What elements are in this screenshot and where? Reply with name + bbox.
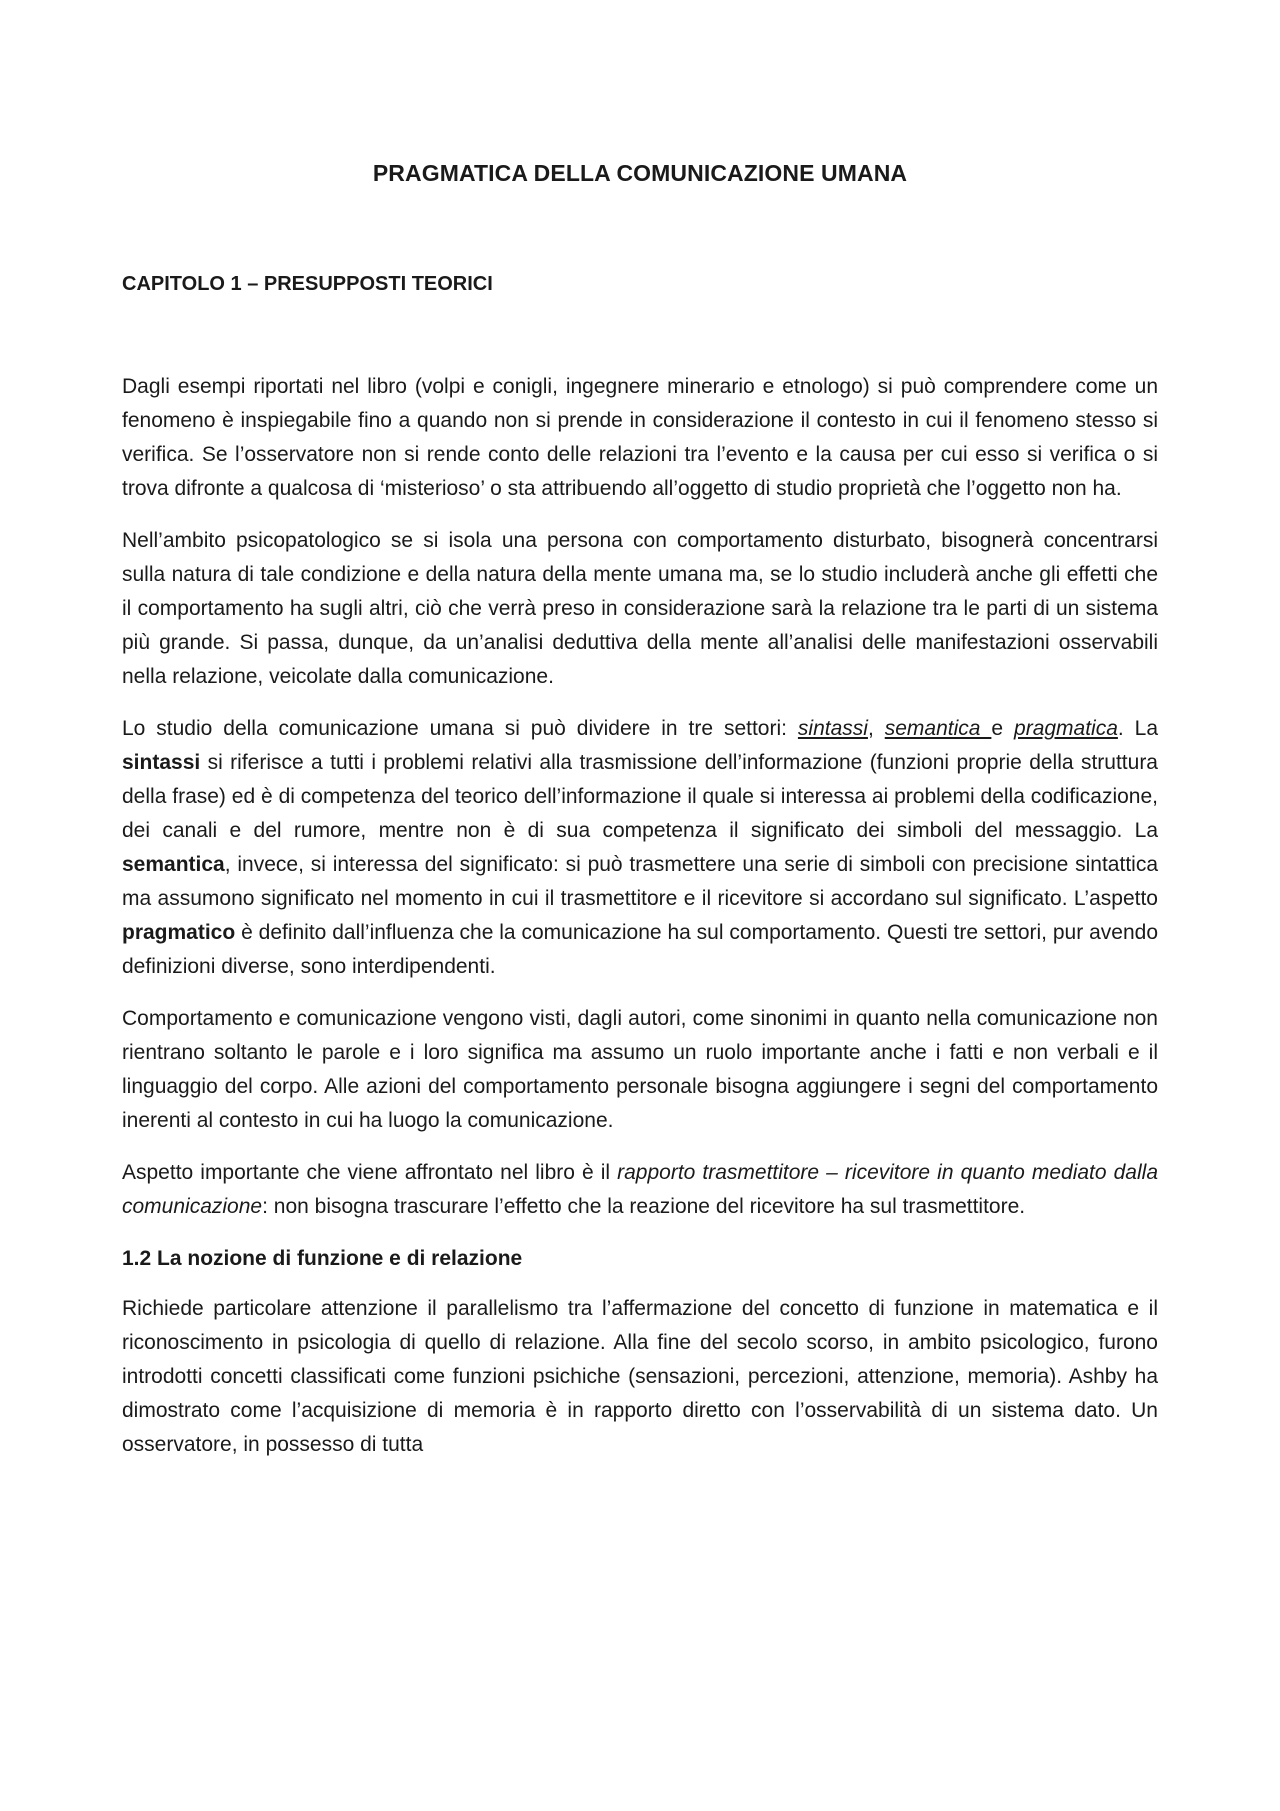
paragraph-2: Nell’ambito psicopatologico se si isola una persona con comportamento disturbato, bisognerà concentrarsi sulla natura di tale condizione e della natura della mente umana ma, se lo studio includerà anche gli effetti che il comportamento ha sugli altri, ciò che verrà preso in considerazione sarà la relazione tra le parti di un sistema più grande. Si passa, dunque, da un’analisi deduttiva della mente all’analisi delle manifestazioni osservabili nella relazione, veicolate dalla comunicazione. [122, 529, 1158, 688]
text-run: , [867, 717, 885, 740]
section-heading: 1.2 La nozione di funzione e di relazione [122, 1247, 523, 1270]
document-title: PRAGMATICA DELLA COMUNICAZIONE UMANA [372, 160, 908, 186]
term-semantica-underlined: semantica [884, 717, 992, 740]
text-run: : non bisogna trascurare l’effetto che la reazione del ricevitore ha sul trasmettitore. [262, 1195, 1026, 1218]
paragraph-5 [122, 1156, 1158, 1224]
text-run: si riferisce a tutti i problemi relativi alla trasmissione dell’informazione (funzioni proprie della struttura della frase) ed è di competenza del teorico dell’informazione il quale si interessa ai problemi della codificazione, dei canali e del rumore, mentre non è di sua competenza il significato dei simboli del messaggio. La [122, 751, 1158, 842]
term-sintassi-underlined: sintassi [797, 717, 868, 740]
text-run: Aspetto importante che viene affrontato nel libro è il [122, 1161, 618, 1184]
italic-phrase: rapporto trasmettitore – ricevitore in quanto mediato dalla comunicazione [122, 1161, 1158, 1218]
term-pragmatica-underlined: pragmatica [1014, 717, 1118, 740]
paragraph-1: Dagli esempi riportati nel libro (volpi e conigli, ingegnere minerario e etnologo) si può comprendere come un fenomeno è inspiegabile fino a quando non si prende in considerazione il contesto in cui il fenomeno stesso si verifica. Se l’osservatore non si rende conto delle relazioni tra l’evento e la causa per cui esso si verifica o si trova difronte a qualcosa di ‘misterioso’ o sta attribuendo all’oggetto di studio proprietà che l’oggetto non ha. [122, 375, 1158, 500]
paragraph-6: Richiede particolare attenzione il parallelismo tra l’affermazione del concetto di funzione in matematica e il riconoscimento in psicologia di quello di relazione. Alla fine del secolo scorso, in ambito psicologico, furono introdotti concetti classificati come funzioni psichiche (sensazioni, percezioni, attenzione, memoria). Ashby ha dimostrato come l’acquisizione di memoria è in rapporto diretto con l’osservabilità di un sistema dato. Un osservatore, in possesso di tutta [122, 1297, 1158, 1456]
chapter-heading: CAPITOLO 1 – PRESUPPOSTI TEORICI [122, 273, 493, 295]
term-sintassi-bold: sintassi [122, 751, 201, 774]
paragraph-3 [122, 712, 1158, 984]
text-run: Lo studio della comunicazione umana si può dividere in tre settori: [122, 717, 798, 740]
text-run: e [991, 717, 1015, 740]
term-pragmatico-bold: pragmatico [122, 921, 236, 944]
text-run: è definito dall’influenza che la comunicazione ha sul comportamento. Questi tre settori, pur avendo definizioni diverse, sono interdipendenti. [122, 921, 1158, 978]
text-run: , invece, si interessa del significato: si può trasmettere una serie di simboli con precisione sintattica ma assumono significato nel momento in cui il trasmettitore e il ricevitore si accordano sul significato. L’aspetto [122, 853, 1158, 910]
term-semantica-bold: semantica [122, 853, 225, 876]
text-run: . La [1117, 717, 1159, 740]
paragraph-4: Comportamento e comunicazione vengono visti, dagli autori, come sinonimi in quanto nella comunicazione non rientrano soltanto le parole e i loro significa ma assumo un ruolo importante anche i fatti e non verbali e il linguaggio del corpo. Alle azioni del comportamento personale bisogna aggiungere i segni del comportamento inerenti al contesto in cui ha luogo la comunicazione. [122, 1007, 1158, 1132]
document-body [122, 370, 1158, 1480]
